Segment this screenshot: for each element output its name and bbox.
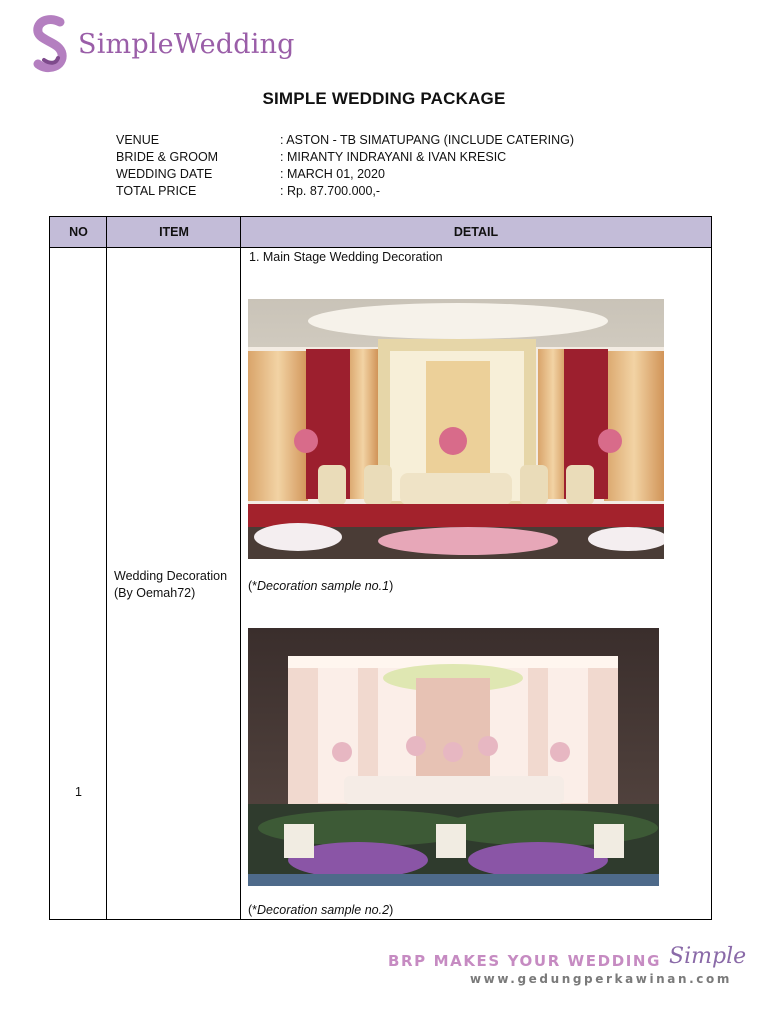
caption-prefix: (*	[248, 903, 258, 917]
info-label: BRIDE & GROOM	[116, 150, 219, 164]
photo-caption-1	[248, 579, 393, 593]
item-vendor: (By Oemah72)	[114, 586, 196, 600]
info-value: : MARCH 01, 2020	[280, 167, 385, 181]
info-value: : Rp. 87.700.000,-	[280, 184, 381, 198]
info-row-couple	[116, 149, 574, 166]
column-header-detail: DETAIL	[453, 225, 499, 239]
info-row-date	[116, 166, 574, 183]
document-title: SIMPLE WEDDING PACKAGE	[262, 89, 506, 108]
stage-photo-1-image	[248, 299, 664, 559]
stage-photo-2-image	[248, 628, 659, 886]
column-header-item: ITEM	[159, 225, 189, 239]
decoration-photo-1	[248, 299, 664, 559]
info-row-venue	[116, 132, 574, 149]
info-label: WEDDING DATE	[116, 167, 213, 181]
caption-text: Decoration sample no.2	[257, 903, 390, 917]
info-label: TOTAL PRICE	[116, 184, 197, 198]
info-row-price	[116, 183, 574, 200]
caption-prefix: (*	[248, 579, 258, 593]
photo-caption-2	[248, 903, 393, 917]
package-table	[49, 216, 712, 920]
logo-text: SimpleWedding	[78, 28, 295, 60]
footer-tagline	[388, 940, 746, 970]
brand-logo	[30, 14, 295, 74]
info-label: VENUE	[116, 133, 160, 147]
detail-heading: 1. Main Stage Wedding Decoration	[249, 250, 443, 264]
column-header-no: NO	[69, 225, 88, 239]
caption-suffix: )	[389, 903, 394, 917]
tagline-text: BRP MAKES YOUR WEDDING	[388, 952, 662, 970]
info-value: : MIRANTY INDRAYANI & IVAN KRESIC	[280, 150, 507, 164]
info-value: : ASTON - TB SIMATUPANG (INCLUDE CATERING)	[280, 133, 575, 147]
decoration-photo-2	[248, 628, 659, 886]
table-header	[50, 217, 711, 248]
column-divider	[106, 217, 107, 919]
caption-text: Decoration sample no.1	[257, 579, 390, 593]
package-info	[116, 132, 574, 200]
tagline-script: Simple	[669, 944, 747, 969]
simplewedding-logo-icon	[30, 14, 72, 74]
item-name: Wedding Decoration	[114, 569, 228, 583]
row-item	[114, 568, 244, 602]
footer-website: www.gedungperkawinan.com	[470, 972, 732, 986]
caption-suffix: )	[389, 579, 394, 593]
row-number: 1	[75, 785, 82, 799]
